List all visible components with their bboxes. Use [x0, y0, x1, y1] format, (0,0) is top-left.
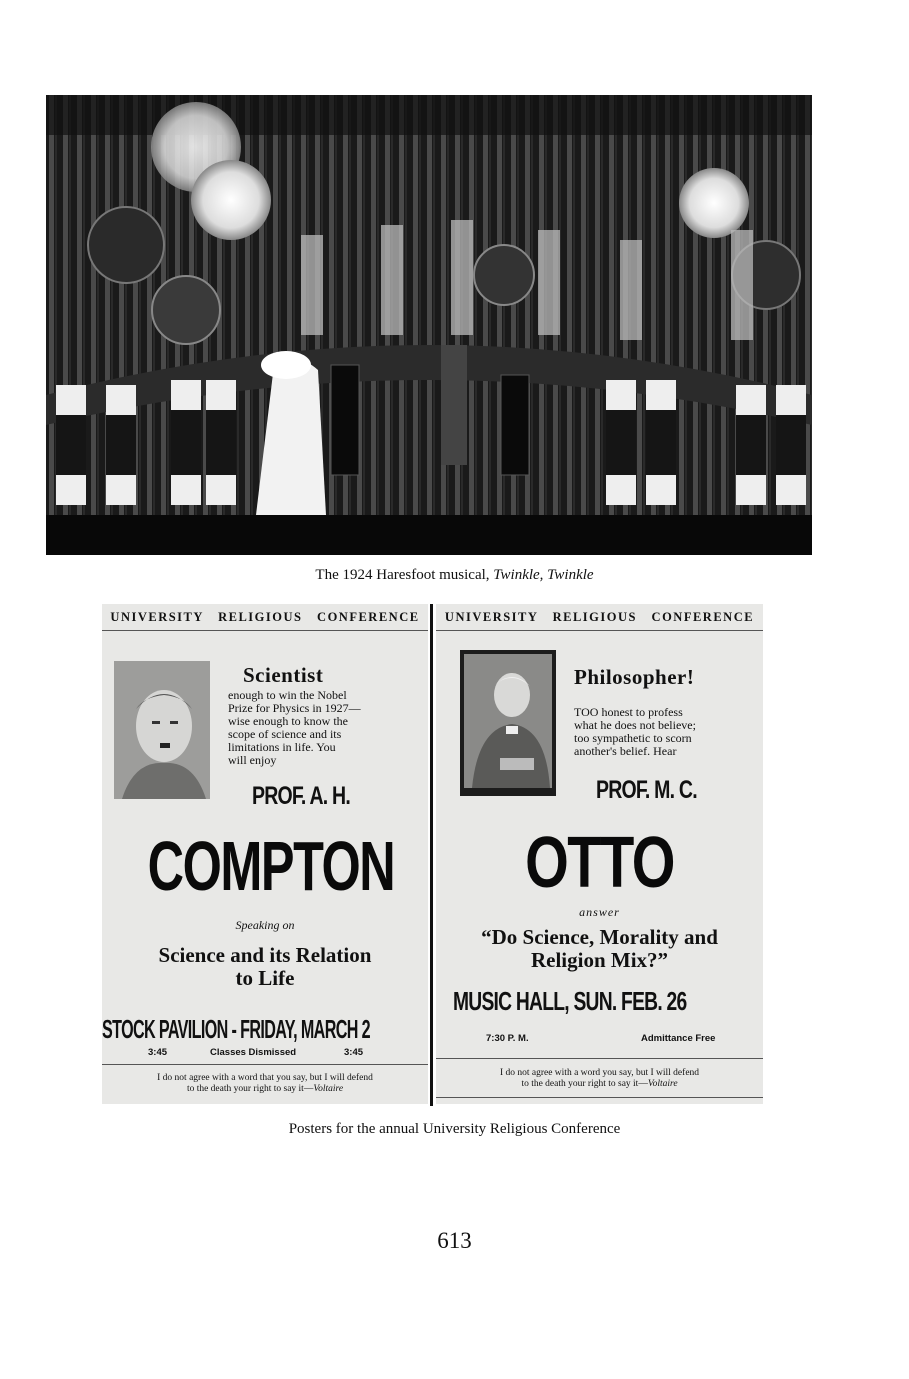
- poster-divider: [430, 604, 433, 1106]
- poster-title: Scientist: [243, 663, 324, 687]
- blurb-line: wise enough to know the: [228, 714, 348, 728]
- topic-line: Religion Mix?”: [530, 948, 669, 972]
- header-rule: [102, 630, 428, 631]
- speaker-name: COMPTON: [147, 827, 395, 905]
- speaking-label: answer: [579, 905, 620, 919]
- compton-portrait: [114, 661, 210, 799]
- talk-topic: [436, 926, 763, 972]
- quote-line: I do not agree with a word you say, but I will defend: [499, 1068, 700, 1078]
- quote-line: [102, 1084, 428, 1095]
- header-rule: [436, 630, 763, 631]
- topic-line: Science and its Relation: [158, 943, 372, 967]
- blurb-line: another's belief. Hear: [574, 744, 677, 758]
- quote-line: [436, 1079, 763, 1090]
- quote-rule: [436, 1058, 763, 1059]
- portrait-illustration: [114, 661, 210, 799]
- talk-topic: [102, 944, 428, 990]
- blurb-line: will enjoy: [228, 753, 277, 767]
- poster-otto: [436, 604, 763, 1104]
- bottom-rule: [436, 1097, 763, 1098]
- quote-author: Voltaire: [313, 1084, 344, 1094]
- event-time: 7:30 P. M.: [486, 1033, 529, 1044]
- speaker-name: OTTO: [525, 823, 674, 903]
- stage-scene-illustration: [46, 95, 812, 555]
- venue-date: STOCK PAVILION - FRIDAY, MARCH 2: [102, 1014, 370, 1044]
- photo-caption: [0, 567, 909, 584]
- poster-blurb: [574, 706, 759, 758]
- voltaire-quote: [102, 1073, 428, 1095]
- event-note: Admittance Free: [641, 1033, 716, 1044]
- speaker-prefix: PROF. M. C.: [596, 776, 697, 804]
- blurb-line: TOO honest to profess: [574, 705, 683, 719]
- portrait-illustration: [460, 650, 556, 796]
- poster-header: UNIVERSITY RELIGIOUS CONFERENCE: [110, 610, 420, 624]
- voltaire-quote: [436, 1068, 763, 1090]
- poster-title: Philosopher!: [574, 665, 695, 689]
- posters-caption: Posters for the annual University Religious Conference: [288, 1121, 621, 1137]
- blurb-line: scope of science and its: [228, 727, 342, 741]
- otto-portrait: [460, 650, 556, 796]
- venue-date: MUSIC HALL, SUN. FEB. 26: [453, 986, 687, 1016]
- topic-line: to Life: [235, 966, 295, 990]
- quote-author: Voltaire: [647, 1079, 678, 1089]
- poster-blurb: [228, 689, 418, 767]
- speaker-prefix: PROF. A. H.: [252, 782, 350, 810]
- haresfoot-stage-photo: [46, 95, 812, 555]
- quote-text: to the death your right to say it—: [186, 1084, 314, 1094]
- blurb-line: enough to win the Nobel: [228, 688, 347, 702]
- photo-caption-text: The 1924 Haresfoot musical,: [315, 567, 494, 583]
- event-time-2: 3:45: [344, 1047, 364, 1058]
- poster-header: UNIVERSITY RELIGIOUS CONFERENCE: [444, 610, 755, 624]
- quote-text: to the death your right to say it—: [521, 1079, 648, 1089]
- page-number: 613: [437, 1228, 472, 1253]
- event-time: 3:45: [148, 1047, 168, 1058]
- event-note: Classes Dismissed: [210, 1047, 297, 1058]
- speaking-label: Speaking on: [235, 918, 295, 932]
- quote-rule: [102, 1064, 428, 1065]
- photo-caption-title: Twinkle, Twinkle: [493, 567, 594, 583]
- blurb-line: what he does not believe;: [574, 718, 696, 732]
- blurb-line: Prize for Physics in 1927—: [228, 701, 361, 715]
- quote-line: I do not agree with a word that you say, but I will defend: [157, 1073, 373, 1083]
- blurb-line: limitations in life. You: [228, 740, 336, 754]
- topic-line: “Do Science, Morality and: [481, 925, 718, 949]
- blurb-line: too sympathetic to scorn: [574, 731, 692, 745]
- poster-compton: [102, 604, 428, 1104]
